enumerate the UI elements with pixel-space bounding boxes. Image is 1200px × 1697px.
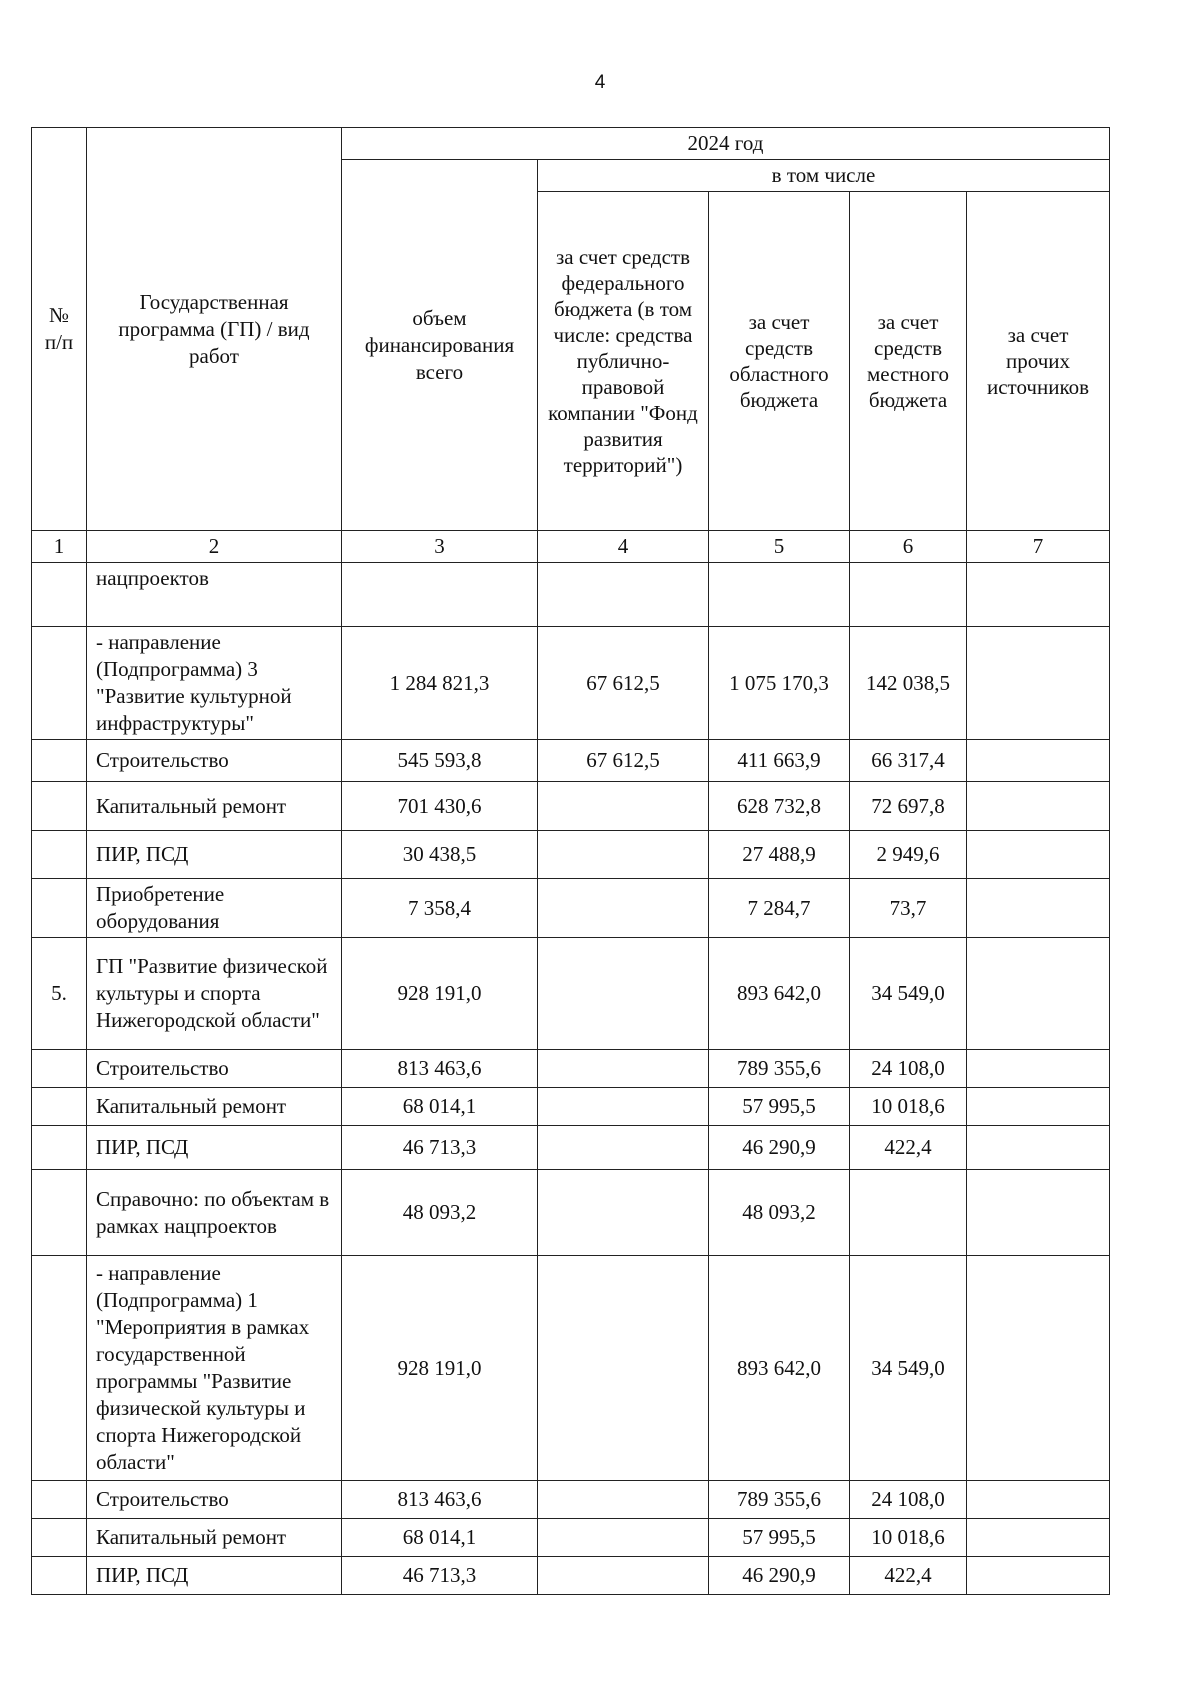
cell-regional: 1 075 170,3	[709, 627, 850, 740]
cell-name: Строительство	[87, 740, 342, 782]
column-index: 5	[709, 531, 850, 563]
cell-regional: 46 290,9	[709, 1557, 850, 1595]
cell-total: 48 093,2	[342, 1170, 538, 1256]
cell-name: ПИР, ПСД	[87, 831, 342, 879]
cell-num	[32, 627, 87, 740]
cell-federal	[538, 1481, 709, 1519]
cell-name: Приобретение оборудования	[87, 879, 342, 938]
cell-other	[967, 1050, 1110, 1088]
cell-name: ПИР, ПСД	[87, 1126, 342, 1170]
cell-total: 1 284 821,3	[342, 627, 538, 740]
cell-other	[967, 1481, 1110, 1519]
cell-federal	[538, 1519, 709, 1557]
cell-num	[32, 1088, 87, 1126]
cell-total: 813 463,6	[342, 1481, 538, 1519]
table-row	[32, 1481, 1110, 1519]
cell-federal	[538, 1170, 709, 1256]
cell-num	[32, 1126, 87, 1170]
table-row	[32, 879, 1110, 938]
cell-total	[342, 563, 538, 627]
cell-regional: 411 663,9	[709, 740, 850, 782]
cell-name: Строительство	[87, 1050, 342, 1088]
cell-local: 142 038,5	[850, 627, 967, 740]
cell-local: 422,4	[850, 1126, 967, 1170]
cell-federal: 67 612,5	[538, 627, 709, 740]
table-row	[32, 831, 1110, 879]
cell-total: 928 191,0	[342, 1256, 538, 1481]
cell-num	[32, 782, 87, 831]
cell-local: 24 108,0	[850, 1481, 967, 1519]
cell-local: 24 108,0	[850, 1050, 967, 1088]
cell-regional: 57 995,5	[709, 1088, 850, 1126]
cell-other	[967, 1126, 1110, 1170]
cell-local	[850, 563, 967, 627]
column-index: 2	[87, 531, 342, 563]
page-number: 4	[594, 72, 606, 93]
cell-regional: 48 093,2	[709, 1170, 850, 1256]
column-index: 4	[538, 531, 709, 563]
cell-num	[32, 1050, 87, 1088]
cell-total: 545 593,8	[342, 740, 538, 782]
cell-total: 68 014,1	[342, 1088, 538, 1126]
cell-name: - направление (Подпрограмма) 3 "Развитие культурной инфраструктуры"	[87, 627, 342, 740]
column-index-row	[32, 531, 1110, 563]
column-index: 7	[967, 531, 1110, 563]
cell-regional: 893 642,0	[709, 1256, 850, 1481]
cell-name: ПИР, ПСД	[87, 1557, 342, 1595]
header-program: Государственная программа (ГП) / вид работ	[87, 128, 342, 531]
cell-regional: 27 488,9	[709, 831, 850, 879]
cell-other	[967, 1170, 1110, 1256]
table-row	[32, 563, 1110, 627]
cell-local: 10 018,6	[850, 1088, 967, 1126]
cell-regional: 789 355,6	[709, 1050, 850, 1088]
cell-regional: 628 732,8	[709, 782, 850, 831]
financing-table	[31, 127, 1110, 1595]
cell-num: 5.	[32, 938, 87, 1050]
cell-total: 68 014,1	[342, 1519, 538, 1557]
cell-local	[850, 1170, 967, 1256]
cell-regional: 57 995,5	[709, 1519, 850, 1557]
cell-federal	[538, 879, 709, 938]
cell-num	[32, 563, 87, 627]
cell-name: Строительство	[87, 1481, 342, 1519]
table-row	[32, 1050, 1110, 1088]
cell-other	[967, 1088, 1110, 1126]
cell-federal	[538, 782, 709, 831]
cell-name: Капитальный ремонт	[87, 782, 342, 831]
cell-num	[32, 1481, 87, 1519]
cell-regional: 789 355,6	[709, 1481, 850, 1519]
cell-total: 46 713,3	[342, 1126, 538, 1170]
cell-total: 928 191,0	[342, 938, 538, 1050]
cell-federal	[538, 1050, 709, 1088]
cell-other	[967, 831, 1110, 879]
cell-federal	[538, 1126, 709, 1170]
cell-federal	[538, 563, 709, 627]
cell-federal	[538, 1088, 709, 1126]
table-row	[32, 1126, 1110, 1170]
cell-federal: 67 612,5	[538, 740, 709, 782]
cell-total: 7 358,4	[342, 879, 538, 938]
table-header	[32, 128, 1110, 563]
cell-num	[32, 1256, 87, 1481]
cell-other	[967, 627, 1110, 740]
cell-regional: 893 642,0	[709, 938, 850, 1050]
cell-num	[32, 879, 87, 938]
cell-other	[967, 1519, 1110, 1557]
header-other: за счет прочих источников	[967, 192, 1110, 531]
cell-other	[967, 1256, 1110, 1481]
header-regional: за счет средств областного бюджета	[709, 192, 850, 531]
header-including: в том числе	[538, 160, 1110, 192]
cell-local: 66 317,4	[850, 740, 967, 782]
cell-total: 30 438,5	[342, 831, 538, 879]
cell-local: 73,7	[850, 879, 967, 938]
table-row	[32, 1256, 1110, 1481]
cell-other	[967, 782, 1110, 831]
cell-num	[32, 1519, 87, 1557]
cell-federal	[538, 1557, 709, 1595]
cell-regional: 7 284,7	[709, 879, 850, 938]
header-num: № п/п	[32, 128, 87, 531]
table-row	[32, 782, 1110, 831]
cell-other	[967, 740, 1110, 782]
cell-other	[967, 938, 1110, 1050]
table-row	[32, 1557, 1110, 1595]
table-row	[32, 938, 1110, 1050]
cell-name: Капитальный ремонт	[87, 1519, 342, 1557]
cell-local: 34 549,0	[850, 1256, 967, 1481]
cell-local: 422,4	[850, 1557, 967, 1595]
cell-federal	[538, 938, 709, 1050]
header-local: за счет средств местного бюджета	[850, 192, 967, 531]
table-row	[32, 627, 1110, 740]
cell-local: 72 697,8	[850, 782, 967, 831]
cell-name: - направление (Подпрограмма) 1 "Мероприятия в рамках государственной программы "Развитие физической культуры и спорта Нижегородской области"	[87, 1256, 342, 1481]
cell-federal	[538, 831, 709, 879]
column-index: 1	[32, 531, 87, 563]
column-index: 3	[342, 531, 538, 563]
cell-num	[32, 1557, 87, 1595]
table-body	[32, 563, 1110, 1595]
cell-other	[967, 879, 1110, 938]
table-row	[32, 1170, 1110, 1256]
cell-name: ГП "Развитие физической культуры и спорта Нижегородской области"	[87, 938, 342, 1050]
cell-total: 46 713,3	[342, 1557, 538, 1595]
cell-local: 2 949,6	[850, 831, 967, 879]
cell-num	[32, 740, 87, 782]
cell-local: 34 549,0	[850, 938, 967, 1050]
cell-name: Справочно: по объектам в рамках нацпроектов	[87, 1170, 342, 1256]
cell-other	[967, 563, 1110, 627]
column-index: 6	[850, 531, 967, 563]
cell-num	[32, 1170, 87, 1256]
cell-total: 701 430,6	[342, 782, 538, 831]
cell-total: 813 463,6	[342, 1050, 538, 1088]
cell-name: Капитальный ремонт	[87, 1088, 342, 1126]
header-year: 2024 год	[342, 128, 1110, 160]
cell-num	[32, 831, 87, 879]
header-total: объем финансирования всего	[342, 160, 538, 531]
cell-other	[967, 1557, 1110, 1595]
cell-regional: 46 290,9	[709, 1126, 850, 1170]
table-row	[32, 1519, 1110, 1557]
table-row	[32, 740, 1110, 782]
cell-regional	[709, 563, 850, 627]
cell-name: нацпроектов	[87, 563, 342, 627]
table-row	[32, 1088, 1110, 1126]
cell-local: 10 018,6	[850, 1519, 967, 1557]
header-federal: за счет средств федерального бюджета (в том числе: средства публично-правовой компании "Фонд развития территорий")	[538, 192, 709, 531]
cell-federal	[538, 1256, 709, 1481]
